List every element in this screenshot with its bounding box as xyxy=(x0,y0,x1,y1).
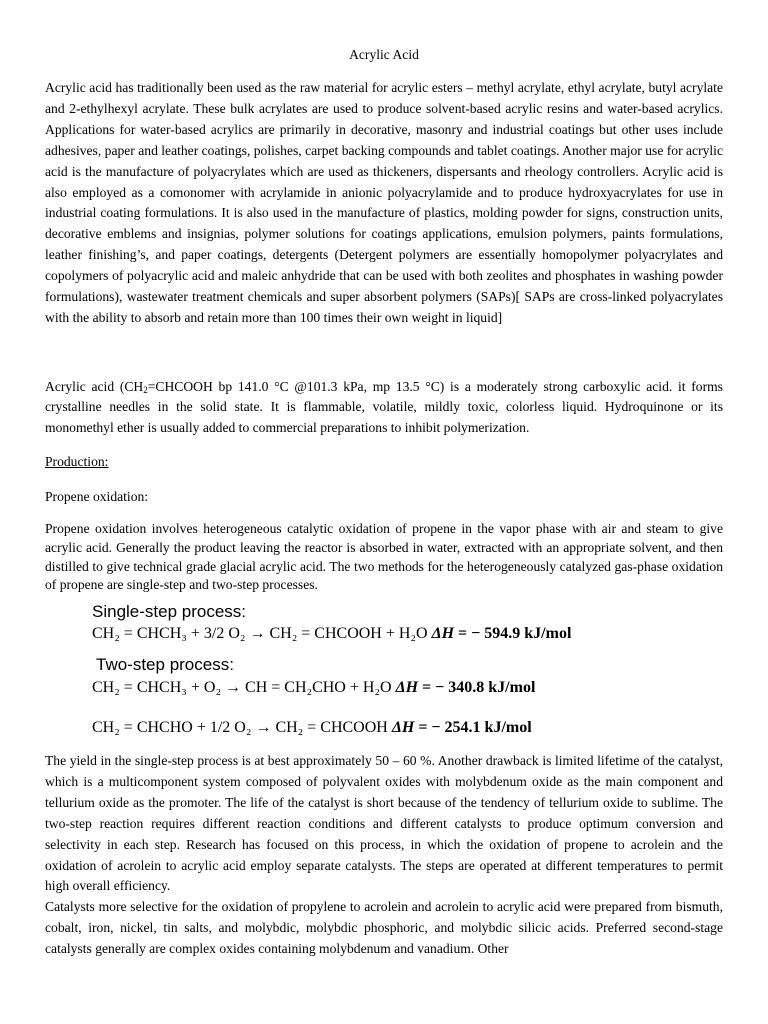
equation-lhs: CH₂ = CHCHO + 1/2 O₂ → CH₂ = CHCOOH xyxy=(92,719,388,736)
equation-lhs: CH₂ = CHCH₃ + 3/2 O₂ → CH₂ = CHCOOH + H₂O xyxy=(92,625,428,642)
enthalpy-symbol: ΔH xyxy=(391,719,415,736)
single-step-heading: Single-step process: xyxy=(92,602,247,621)
two-step-heading: Two-step process: xyxy=(96,655,234,674)
reaction-equations xyxy=(92,598,732,748)
yield-and-catalyst-paragraphs xyxy=(45,751,723,960)
intro-paragraph: Acrylic acid has traditionally been used as the raw material for acrylic esters – methyl acrylate, ethyl acrylate, butyl acrylate and 2-ethylhexyl acrylate. These bulk acrylates are used to produce solvent-based acrylic resins and water-based acrylics. Applications for water-based acrylics are primarily in decorative, masonry and industrial coatings but other uses include adhesives, paper and leather coatings, polishes, carpet backing compounds and tablet coatings. Another major use for acrylic acid is the manufacture of polyacrylates which are used as thickeners, dispersants and rheology controllers. Acrylic acid is also employed as a comonomer with acrylamide in anionic polyacrylamide and to produce hydroxyacrylates for use in industrial coating formulations. It is also used in the manufacture of plastics, molding powder for signs, construction units, decorative emblems and insignias, polymer solutions for coatings applications, emulsion polymers, paints formulations, leather finishing’s, and paper coatings, detergents (Detergent polymers are essentially homopolymer polyacrylates and copolymers of polyacrylic acid and maleic anhydride that can be used with both zeolites and phosphates in washing powder formulations), wastewater treatment chemicals and super absorbent polymers (SAPs)[ SAPs are cross-linked polyacrylates with the ability to absorb and retain more than 100 times their own weight in liquid] xyxy=(45,80,723,325)
enthalpy-unit: kJ/mol xyxy=(524,625,572,642)
single-step-yield-paragraph: The yield in the single-step process is at best approximately 50 – 60 %. Another drawback is limited lifetime of the catalyst, which is a multicomponent system composed of polyvalent oxides with molybdenum oxide as the main component and tellurium oxide as the promoter. The life of the catalyst is short because of the tendency of tellurium oxide to sublime. The two-step reaction requires different reaction conditions and different catalysts to produce optimum conversion and selectivity in each step. Research has focused on this process, in which the oxidation of propene to acrolein and the oxidation of acrolein to acrylic acid employ separate catalysts. The steps are operated at different temperatures to permit high overall efficiency. xyxy=(45,753,723,894)
equation-two-step-2 xyxy=(92,718,532,738)
equation-two-step-1 xyxy=(92,678,535,698)
document-title: Acrylic Acid xyxy=(349,47,419,62)
enthalpy-value: = − 340.8 xyxy=(422,679,485,696)
properties-subscript: 2 xyxy=(143,385,148,395)
enthalpy-value: = − 594.9 xyxy=(458,625,521,642)
equation-single-step xyxy=(92,624,571,644)
propene-oxidation-heading: Propene oxidation: xyxy=(45,489,149,504)
enthalpy-unit: kJ/mol xyxy=(484,719,532,736)
enthalpy-unit: kJ/mol xyxy=(488,679,536,696)
enthalpy-value: = − 254.1 xyxy=(418,719,481,736)
equation-lhs: CH₂ = CHCH₃ + O₂ → CH = CH₂CHO + H₂O xyxy=(92,679,392,696)
enthalpy-symbol: ΔH xyxy=(395,679,419,696)
production-heading: Production: xyxy=(45,454,109,469)
catalysts-paragraph: Catalysts more selective for the oxidation of propylene to acrolein and acrolein to acrylic acid were prepared from bismuth, cobalt, iron, nickel, tin salts, and molybdic, molybdic phosphoric, and molybdic silicic acids. Preferred second-stage catalysts generally are complex oxides containing molybdenum and vanadium. Other xyxy=(45,899,723,957)
properties-paragraph xyxy=(45,377,723,438)
propene-oxidation-paragraph: Propene oxidation involves heterogeneous catalytic oxidation of propene in the vapor phase with air and steam to give acrylic acid. Generally the product leaving the reactor is absorbed in water, extracted with an appropriate solvent, and then distilled to give technical grade glacial acrylic acid. The two methods for the heterogeneously catalyzed gas-phase oxidation of propene are single-step and two-step processes. xyxy=(45,521,723,593)
properties-rest: =CHCOOH bp 141.0 °C @101.3 kPa, mp 13.5 °C) is a moderately strong carboxylic acid. it forms crystalline needles in the solid state. It is flammable, volatile, mildly toxic, colorless liquid. Hydroquinone or its monomethyl ether is usually added to commercial preparations to inhibit polymerization. xyxy=(45,379,723,435)
enthalpy-symbol: ΔH xyxy=(431,625,455,642)
properties-prefix: Acrylic acid (CH xyxy=(45,379,144,394)
